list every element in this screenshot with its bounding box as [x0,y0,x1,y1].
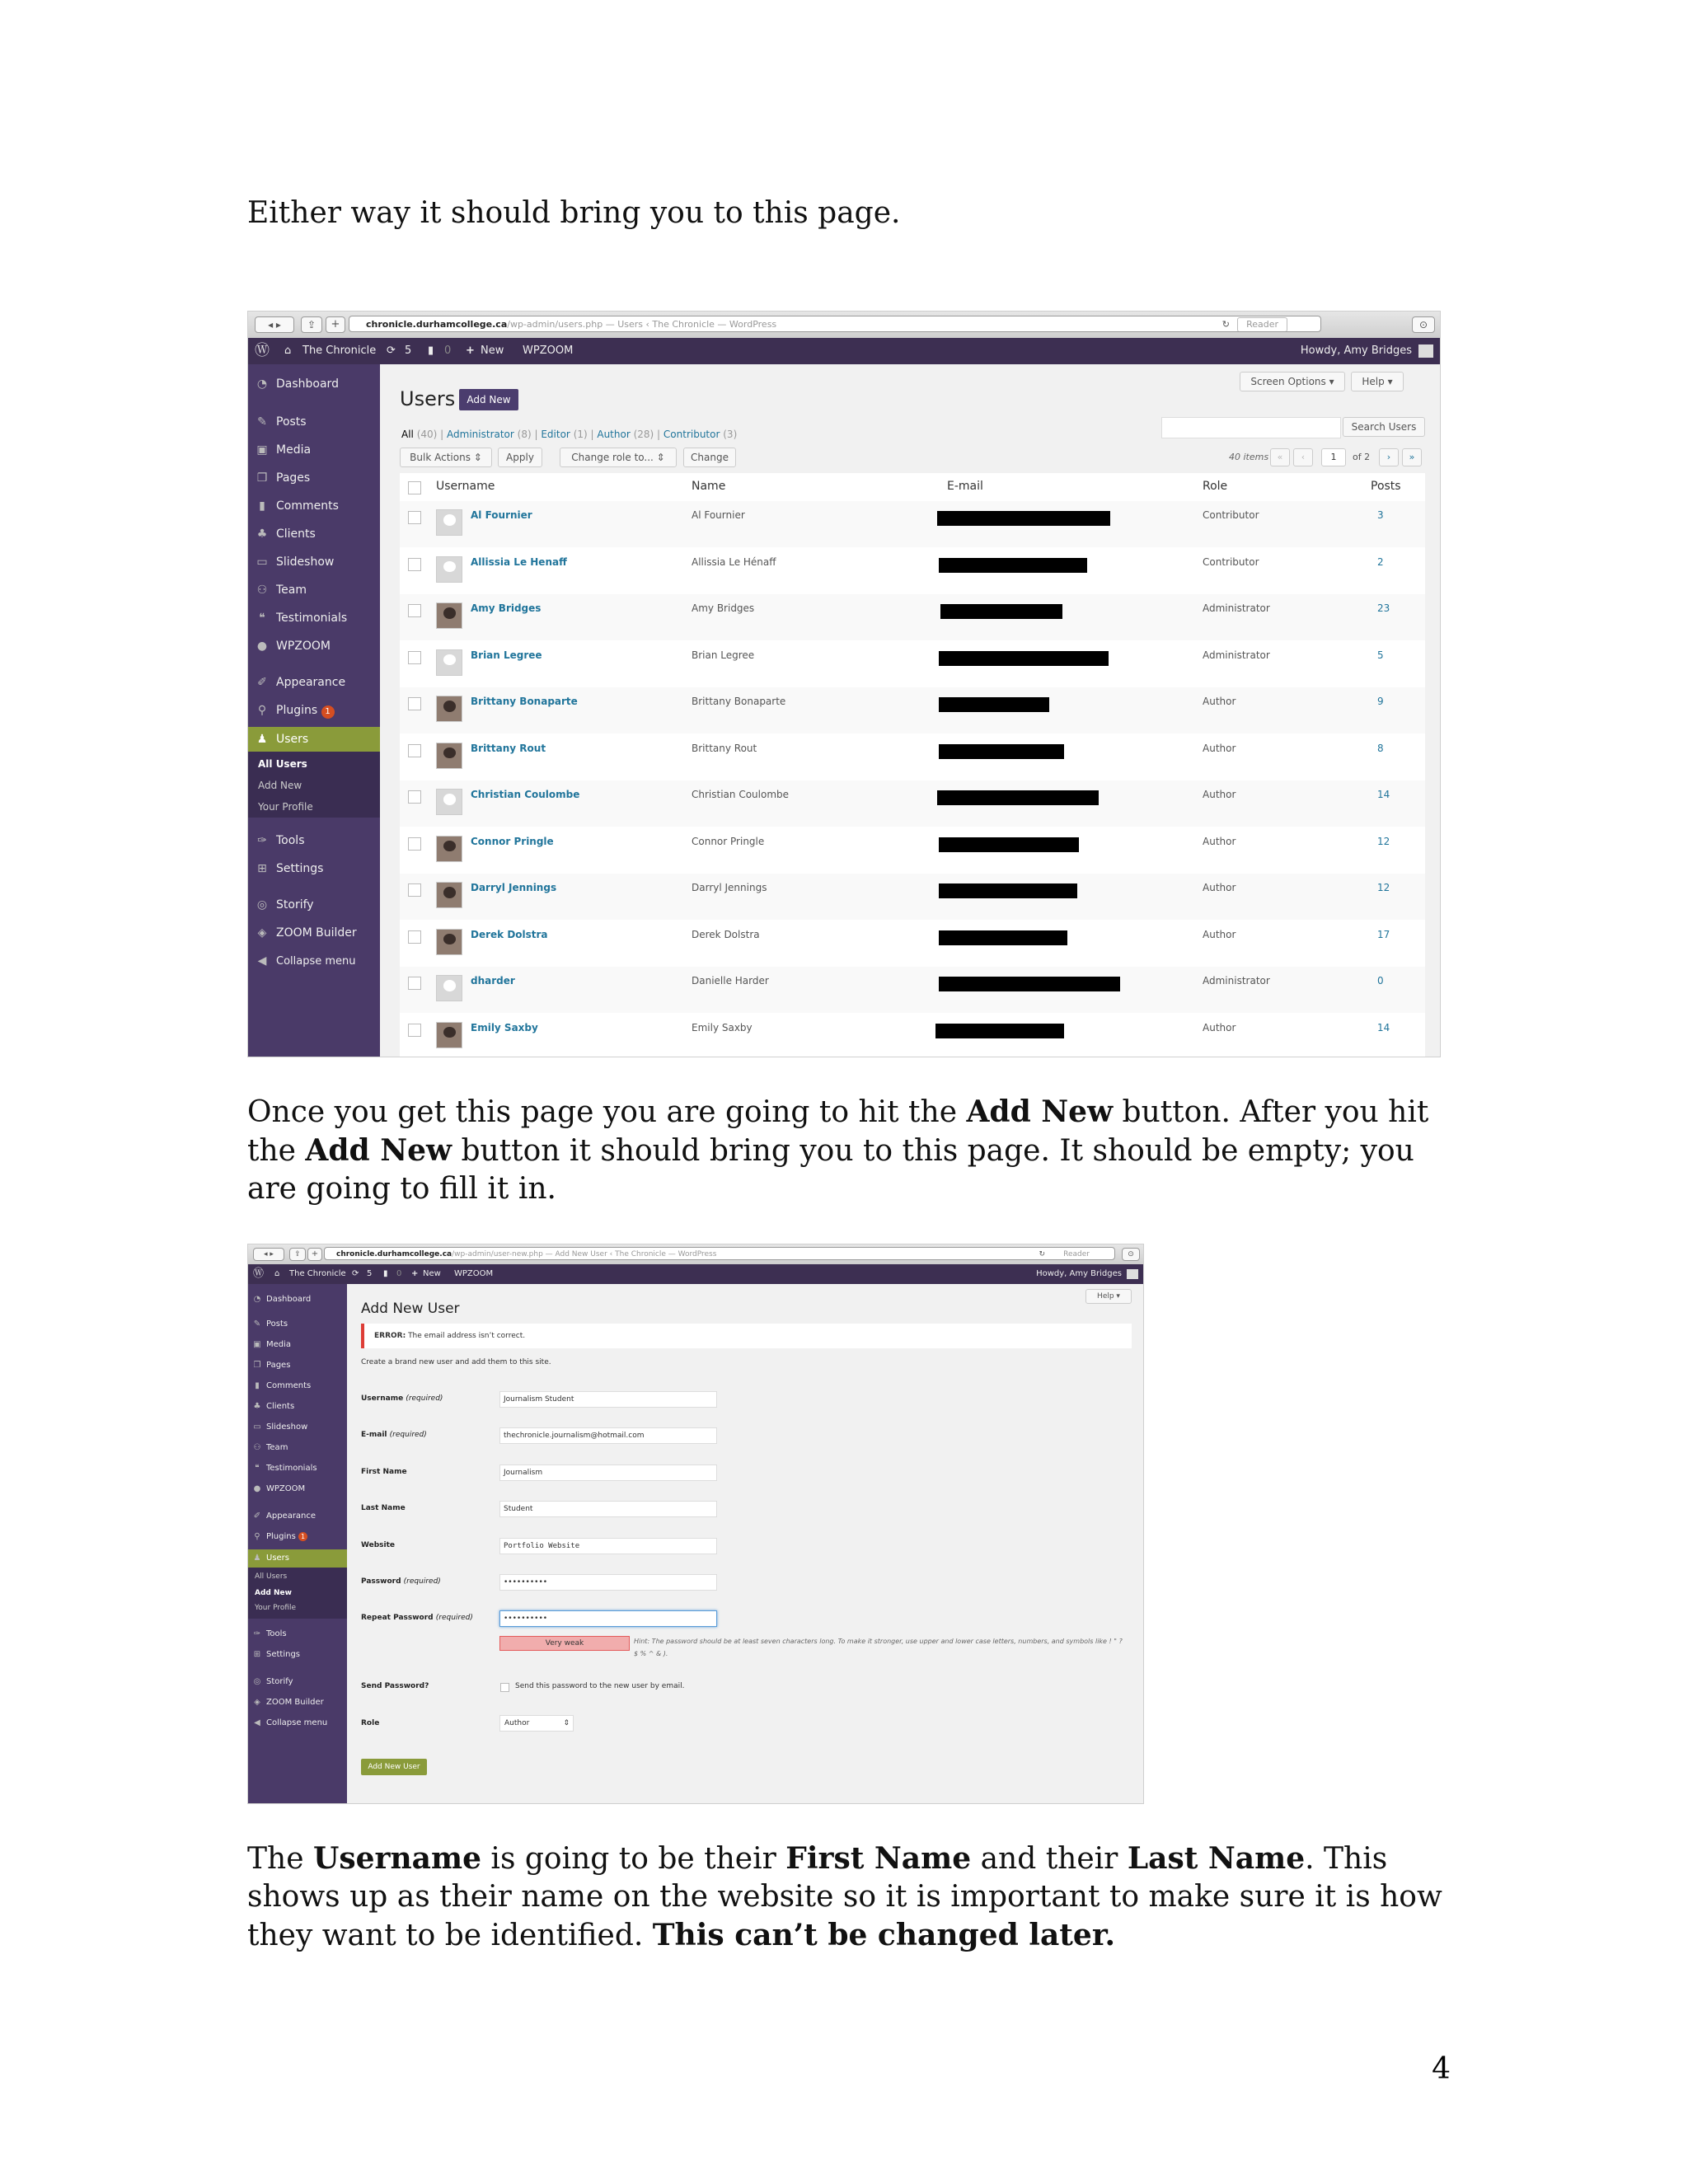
user-posts-count[interactable]: 8 [1377,742,1384,754]
pages-icon: ❐ [256,471,268,485]
row-checkbox[interactable] [408,1024,421,1037]
plug-icon: ⚲ [254,1532,260,1541]
user-full-name: Derek Dolstra [692,928,760,940]
sidebar-item-dashboard[interactable]: ◔ Dashboard [248,374,380,394]
prev-page-button[interactable]: ‹ [1293,448,1313,466]
wrench-icon: ✑ [253,1629,261,1638]
user-full-name: Connor Pringle [692,835,765,847]
users-icon: ♟ [253,1554,261,1563]
dashboard-icon: ◔ [253,1295,261,1304]
username-label: Username (required) [361,1394,443,1403]
error-label: ERROR: [374,1332,406,1340]
user-avatar [436,743,462,769]
redacted-email [939,558,1087,573]
redacted-email [939,883,1077,898]
password-field[interactable]: •••••••••• [499,1574,717,1591]
comment-icon: ▮ [255,1381,260,1390]
username-emphasis: Username [312,1841,481,1876]
repeat-password-label: Repeat Password (required) [361,1614,473,1622]
users-icon: ♟ [256,733,268,746]
sidebar-item-clients[interactable]: ♣ Clients [248,524,380,544]
table-row [400,921,1425,967]
row-checkbox[interactable] [408,558,421,571]
user-role: Author [1203,1021,1236,1033]
table-row [400,827,1425,874]
submenu-all-users[interactable]: All Users [255,1572,288,1581]
updates-count[interactable]: 5 [367,1269,373,1278]
filter-all[interactable]: All [401,429,414,440]
comments-icon: ▮ [383,1269,388,1278]
sidebar-item-zoom-builder[interactable]: ◈ ZOOM Builder [248,1695,347,1710]
quote-icon: ❝ [259,612,265,625]
user-role: Author [1203,928,1236,940]
select-arrows-icon: ⇕ [563,1719,570,1727]
reader-button[interactable]: Reader [1063,1250,1090,1258]
updates-count[interactable]: 5 [405,344,412,357]
sidebar-item-pages[interactable]: ❐ Pages [248,468,380,488]
brush-icon: ✐ [253,1511,261,1521]
sidebar-item-comments[interactable]: ▮ Comments [248,1379,347,1394]
username-link[interactable]: Christian Coulombe [471,789,580,800]
change-role-select[interactable]: Change role to... ⇕ [560,448,677,467]
col-posts[interactable]: Posts [1371,480,1401,493]
user-posts-count[interactable]: 3 [1377,509,1384,521]
row-checkbox[interactable] [408,977,421,990]
user-avatar [436,882,462,908]
new-tab-icon[interactable]: + [307,1248,322,1261]
intro-text: Either way it should bring you to this page. [247,196,901,230]
select-all-checkbox[interactable] [408,481,421,494]
username-link[interactable]: dharder [471,975,515,987]
send-password-checkbox[interactable] [500,1683,509,1692]
user-role: Author [1203,835,1236,847]
sidebar-item-media[interactable]: ▣ Media [248,1338,347,1352]
comment-icon: ▮ [259,499,265,513]
sidebar-item-slideshow[interactable]: ▭ Slideshow [248,1420,347,1435]
redacted-email [935,1024,1064,1038]
pin-icon: ✎ [257,415,267,429]
help-button[interactable]: Help ▾ [1085,1289,1132,1304]
back-forward-buttons[interactable]: ◂ ▸ [255,316,294,333]
plug-icon: ⚲ [257,704,267,717]
wpzoom-menu[interactable]: WPZOOM [454,1269,494,1278]
howdy-user[interactable]: Howdy, Amy Bridges [1036,1269,1122,1278]
sidebar-item-comments[interactable]: ▮ Comments [248,496,380,516]
username-link[interactable]: Al Fournier [471,509,532,521]
users-table [400,473,1425,1057]
reload-icon[interactable]: ↻ [1221,319,1230,330]
password-strength: Very weak [499,1636,630,1651]
clients-icon: ♣ [253,1402,261,1411]
reload-icon[interactable]: ↻ [1039,1250,1045,1258]
wordpress-logo-icon[interactable]: Ⓦ [253,1268,265,1280]
row-checkbox[interactable] [408,651,421,664]
updates-icon: ⟳ [387,344,396,357]
comments-icon: ▮ [428,344,434,357]
page-title: Add New User [361,1301,460,1317]
repeat-password-field[interactable]: •••••••••• [499,1610,717,1627]
user-avatar [436,789,462,815]
row-checkbox[interactable] [408,883,421,897]
user-role: Contributor [1203,555,1259,568]
user-role: Author [1203,882,1236,893]
avatar[interactable] [1418,344,1433,358]
redacted-email [939,697,1049,712]
table-row [400,594,1425,640]
first-name-emphasis: First Name [785,1841,972,1876]
team-icon: ⚇ [256,583,268,597]
error-notice [361,1324,1132,1348]
search-input[interactable] [1161,417,1341,438]
redacted-email [939,977,1120,991]
sidebar-item-appearance[interactable]: ✐ Appearance [248,673,380,692]
browser-toolbar [248,312,1440,339]
redacted-email [939,651,1109,666]
username-link[interactable]: Brittany Bonaparte [471,696,578,707]
website-label: Website [361,1541,396,1549]
user-full-name: Brittany Rout [692,742,757,754]
redacted-email [939,837,1079,852]
table-row [400,734,1425,780]
redacted-email [937,790,1099,805]
add-user-screenshot [247,1244,1144,1804]
username-link[interactable]: Brian Legree [471,649,542,661]
sidebar-item-posts[interactable]: ✎ Posts [248,1317,347,1332]
add-new-button[interactable]: Add New [459,389,518,410]
sidebar-item-settings[interactable]: ⊞ Settings [248,859,380,879]
sidebar-item-storify[interactable]: ◎ Storify [248,895,380,915]
table-row [400,501,1425,547]
last-name-emphasis: Last Name [1127,1841,1306,1876]
storify-icon: ◎ [256,898,268,912]
col-email[interactable]: E-mail [947,480,983,493]
table-header [400,473,1425,502]
collapse-icon: ◀ [254,1718,260,1727]
col-username[interactable]: Username [436,480,495,493]
sidebar-item-users[interactable]: ♟ Users [248,1549,347,1568]
submenu-your-profile[interactable]: Your Profile [258,801,313,813]
sidebar-item-plugins[interactable]: ⚲ Plugins 1 [248,1530,347,1544]
add-new-user-button[interactable]: Add New User [361,1759,427,1775]
username-link[interactable]: Derek Dolstra [471,928,548,940]
user-avatar [436,556,462,583]
col-role: Role [1203,480,1228,493]
pages-icon: ❐ [253,1361,261,1370]
url-host: chronicle.durhamcollege.ca [366,319,508,330]
sidebar-item-wpzoom[interactable]: ● WPZOOM [248,1482,347,1497]
last-page-button[interactable]: » [1402,448,1422,466]
password-hint: Hint: The password should be at least seven characters long. To make it stronger, use upper and lower case letters, numbers, and symbols like ! " ? $ % ^ & ). [634,1638,1123,1657]
sidebar-item-tools[interactable]: ✑ Tools [248,1627,347,1642]
wpzoom-icon: ● [256,640,268,653]
admin-sidebar [248,1284,347,1803]
username-link[interactable]: Connor Pringle [471,835,554,847]
user-posts-count[interactable]: 2 [1377,555,1384,568]
url-path: /wp-admin/user-new.php — Add New User ‹ The Chronicle — WordPress [452,1250,717,1258]
quote-icon: ❝ [255,1464,260,1473]
table-row [400,967,1425,1013]
sidebar-item-storify[interactable]: ◎ Storify [248,1675,347,1690]
row-checkbox[interactable] [408,930,421,944]
row-checkbox[interactable] [408,837,421,851]
user-full-name: Brian Legree [692,649,755,661]
search-users-button[interactable]: Search Users [1343,417,1425,437]
user-avatar [436,836,462,862]
sidebar-item-dashboard[interactable]: ◔ Dashboard [248,1292,347,1307]
layers-icon: ◈ [254,1698,260,1707]
user-role: Administrator [1203,602,1270,614]
sidebar-item-tools[interactable]: ✑ Tools [248,831,380,851]
media-icon: ▣ [253,1340,261,1349]
change-button[interactable]: Change [683,448,736,467]
user-avatar [436,602,462,629]
sidebar-item-collapse-menu[interactable]: ◀ Collapse menu [248,1716,347,1731]
submenu-your-profile[interactable]: Your Profile [255,1604,297,1612]
row-checkbox[interactable] [408,790,421,804]
sidebar-item-team[interactable]: ⚇ Team [248,1441,347,1455]
table-row [400,1014,1425,1058]
settings-icon: ⊞ [257,862,267,875]
filter-editor[interactable]: Editor [541,429,570,440]
error-message: The email address isn’t correct. [406,1332,526,1340]
user-full-name: Emily Saxby [692,1021,753,1033]
user-full-name: Danielle Harder [692,975,769,987]
sidebar-item-appearance[interactable]: ✐ Appearance [248,1509,347,1524]
clients-icon: ♣ [256,527,268,541]
user-role: Author [1203,696,1236,707]
table-row [400,687,1425,733]
redacted-email [940,604,1062,619]
user-posts-count[interactable]: 17 [1377,928,1390,940]
first-page-button[interactable]: « [1270,448,1290,466]
comments-count[interactable]: 0 [396,1269,402,1278]
last-name-field[interactable]: Student [499,1501,717,1517]
first-name-label: First Name [361,1468,407,1476]
username-link[interactable]: Brittany Rout [471,742,546,754]
filter-administrator[interactable]: Administrator [447,429,514,440]
user-posts-count[interactable]: 12 [1377,835,1390,847]
username-link[interactable]: Amy Bridges [471,602,542,614]
new-menu[interactable]: New [423,1269,441,1278]
sidebar-item-plugins[interactable]: ⚲ Plugins 1 [248,701,380,720]
collapse-icon: ◀ [257,954,267,968]
users-submenu [248,1568,347,1619]
user-avatar [436,696,462,722]
share-icon[interactable]: ⇪ [301,316,322,333]
first-name-field[interactable]: Journalism [499,1465,717,1481]
sidebar-item-media[interactable]: ▣ Media [248,440,380,460]
users-submenu [248,752,380,818]
user-full-name: Christian Coulombe [692,789,790,800]
plugins-badge: 1 [298,1532,307,1541]
user-full-name: Amy Bridges [692,602,755,614]
table-row [400,641,1425,687]
url-host: chronicle.durhamcollege.ca [336,1250,452,1258]
submenu-all-users[interactable]: All Users [258,758,307,770]
e-mail-field[interactable]: thechronicle.journalism@hotmail.com [499,1427,717,1444]
team-icon: ⚇ [253,1443,261,1452]
home-icon: ⌂ [274,1269,280,1278]
role-filters: All (40) | Administrator (8) | Editor (1) | Author (28) | Contributor (3) [401,429,738,440]
dashboard-icon: ◔ [256,377,268,391]
username-field[interactable]: Journalism Student [499,1391,717,1408]
filter-author[interactable]: Author [597,429,631,440]
brush-icon: ✐ [257,676,267,689]
users-screenshot [247,311,1441,1057]
send-password-label: Send Password? [361,1682,429,1690]
wrench-icon: ✑ [257,834,267,847]
plus-icon: + [466,344,475,357]
e-mail-label: E-mail (required) [361,1431,427,1439]
username-paragraph: The Username is going to be their First Name and their Last Name. This shows up as their name on the website so it is important to make sure it is how they want to be identified. This can’t be changed later. [247,1841,1442,1952]
back-forward-buttons[interactable]: ◂ ▸ [253,1248,284,1261]
plus-icon: + [411,1269,419,1278]
row-checkbox[interactable] [408,604,421,617]
apply-button[interactable]: Apply [498,448,542,467]
wp-admin-bar [248,338,1440,364]
media-icon: ▣ [256,443,268,457]
share-icon[interactable]: ⇪ [289,1248,306,1261]
user-full-name: Al Fournier [692,509,745,521]
user-posts-count[interactable]: 23 [1377,602,1390,614]
row-checkbox[interactable] [408,744,421,757]
site-name[interactable]: The Chronicle [289,1269,346,1278]
user-full-name: Allissia Le Hénaff [692,555,776,568]
user-posts-count[interactable]: 0 [1377,975,1384,987]
reader-button[interactable]: Reader [1237,317,1287,332]
user-posts-count[interactable]: 14 [1377,1021,1390,1033]
filter-contributor[interactable]: Contributor [663,429,720,440]
page-number: 4 [1432,2052,1451,2086]
redacted-email [937,511,1110,526]
wordpress-logo-icon[interactable]: Ⓦ [255,342,270,359]
slideshow-icon: ▭ [253,1422,261,1432]
website-field[interactable]: Portfolio Website [499,1538,717,1554]
plugins-badge: 1 [321,705,335,719]
sidebar-item-testimonials[interactable]: ❝ Testimonials [248,1461,347,1476]
sidebar-item-wpzoom[interactable]: ● WPZOOM [248,636,380,656]
password-label: Password (required) [361,1577,441,1586]
username-link[interactable]: Darryl Jennings [471,882,557,893]
sidebar-item-posts[interactable]: ✎ Posts [248,412,380,432]
page-number-input[interactable]: 1 [1321,448,1346,466]
intro-paragraph [247,194,1451,232]
redacted-email [939,744,1064,759]
username-link[interactable]: Allissia Le Henaff [471,555,567,568]
screen-options-button[interactable]: Screen Options ▾ [1240,372,1345,391]
user-avatar [436,509,462,536]
updates-icon: ⟳ [352,1269,359,1278]
sidebar-item-team[interactable]: ⚇ Team [248,580,380,600]
redacted-email [939,930,1067,945]
help-button[interactable]: Help ▾ [1351,372,1404,391]
username-link[interactable]: Emily Saxby [471,1021,538,1033]
user-avatar [436,929,462,955]
table-row [400,780,1425,827]
next-page-button[interactable]: › [1379,448,1399,466]
table-row [400,548,1425,594]
add-new-paragraph: Once you get this page you are going to hit the Add New button. After you hit the Add New button it should bring you to this page. It should be empty; you are going to fill it in. [247,1094,1429,1206]
site-name[interactable]: The Chronicle [302,344,377,357]
layers-icon: ◈ [257,926,267,940]
user-full-name: Brittany Bonaparte [692,696,786,707]
storify-icon: ◎ [253,1677,261,1686]
form-intro: Create a brand new user and add them to this site. [361,1358,551,1366]
settings-icon: ⊞ [253,1650,261,1659]
wpzoom-icon: ● [253,1484,261,1493]
user-full-name: Darryl Jennings [692,882,767,893]
user-posts-count[interactable]: 14 [1377,789,1390,800]
row-checkbox[interactable] [408,697,421,710]
admin-sidebar [248,364,380,1057]
add-new-emphasis-2: Add New [305,1133,452,1168]
col-name[interactable]: Name [692,480,726,493]
user-avatar [436,975,462,1001]
last-name-label: Last Name [361,1504,406,1512]
role-select[interactable]: Author ⇕ [499,1715,574,1732]
row-checkbox[interactable] [408,511,421,524]
user-role: Administrator [1203,649,1270,661]
sidebar-item-collapse[interactable]: ◀ Collapse menu [248,951,380,971]
downloads-icon[interactable]: ⊙ [1122,1248,1140,1261]
user-role: Contributor [1203,509,1259,521]
sidebar-item-zoom-builder[interactable]: ◈ ZOOM Builder [248,923,380,943]
add-new-emphasis: Add New [966,1094,1114,1129]
user-role: Author [1203,742,1236,754]
wpzoom-menu[interactable]: WPZOOM [523,344,574,357]
page-of: of 2 [1353,452,1371,462]
sidebar-item-clients[interactable]: ♣ Clients [248,1399,347,1414]
sidebar-item-pages[interactable]: ❐ Pages [248,1358,347,1373]
items-count: 40 items [1229,452,1269,462]
new-menu[interactable]: New [481,344,504,357]
address-bar[interactable] [349,316,1321,332]
sidebar-item-testimonials[interactable]: ❝ Testimonials [248,608,380,628]
send-password-text: Send this password to the new user by email. [515,1682,685,1690]
user-avatar [436,649,462,676]
comments-count[interactable]: 0 [444,344,452,357]
address-bar[interactable] [324,1247,1115,1260]
user-posts-count[interactable]: 5 [1377,649,1384,661]
howdy-user[interactable]: Howdy, Amy Bridges [1300,344,1412,357]
submenu-add-new[interactable]: Add New [255,1589,292,1597]
sidebar-item-settings[interactable]: ⊞ Settings [248,1647,347,1662]
submenu-add-new[interactable]: Add New [258,780,302,791]
user-role: Author [1203,789,1236,800]
page-title: Users [400,387,456,410]
user-posts-count[interactable]: 9 [1377,696,1384,707]
bulk-actions-select[interactable]: Bulk Actions ⇕ [400,448,492,467]
role-label: Role [361,1719,380,1727]
home-icon: ⌂ [284,344,292,357]
user-avatar [436,1022,462,1048]
sidebar-item-users[interactable]: ♟ Users [248,727,380,752]
table-row [400,874,1425,920]
user-role: Administrator [1203,975,1270,987]
url-path: /wp-admin/users.php — Users ‹ The Chronicle — WordPress [507,319,777,330]
wp-admin-bar [248,1264,1143,1284]
browser-toolbar [248,1244,1143,1265]
sidebar-item-slideshow[interactable]: ▭ Slideshow [248,552,380,572]
new-tab-icon[interactable]: + [326,316,345,333]
slideshow-icon: ▭ [256,555,268,569]
pin-icon: ✎ [253,1319,261,1329]
avatar[interactable] [1127,1269,1138,1279]
user-posts-count[interactable]: 12 [1377,882,1390,893]
cannot-change-emphasis: This can’t be changed later. [652,1918,1116,1952]
downloads-icon[interactable]: ⊙ [1412,316,1435,333]
